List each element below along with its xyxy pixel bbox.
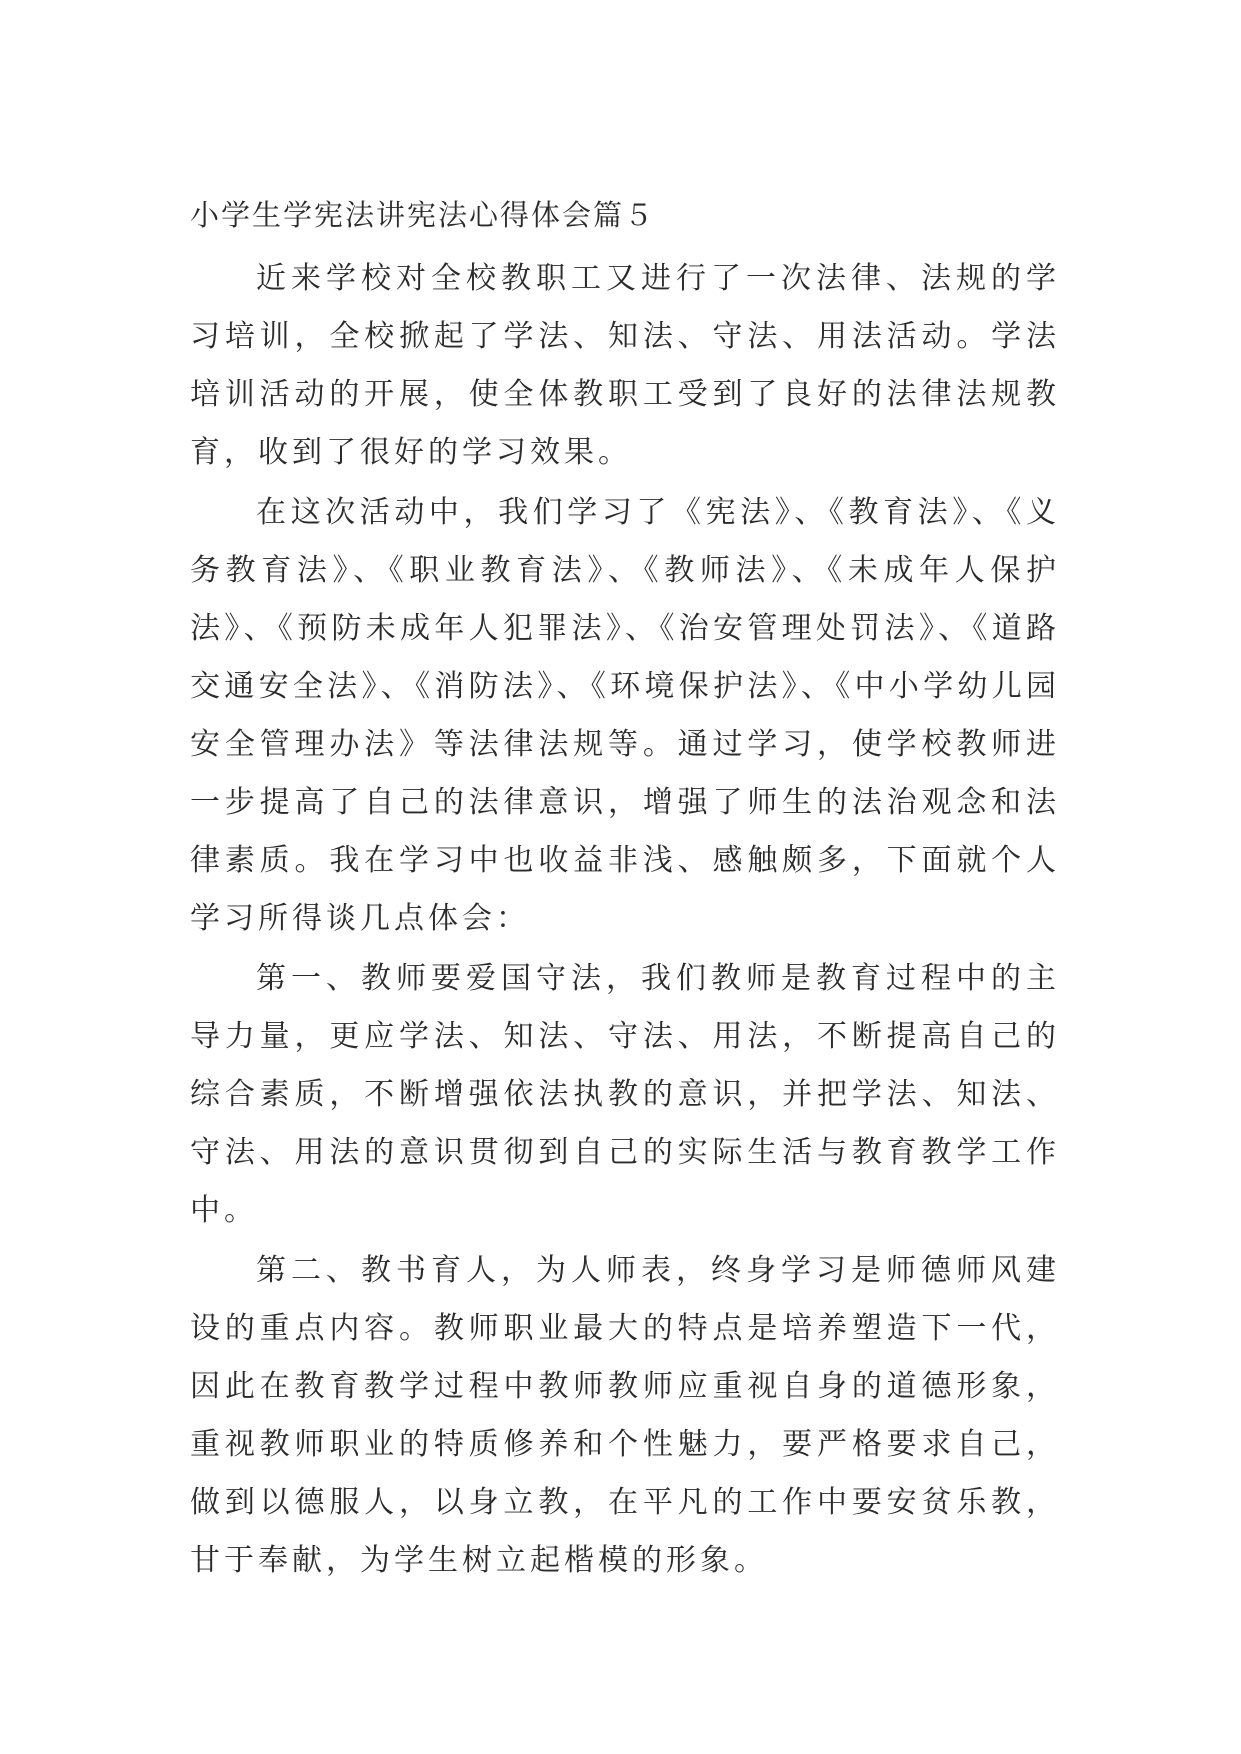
paragraph-point-two: 第二、教书育人，为人师表，终身学习是师德师风建设的重点内容。教师职业最大的特点是培养塑造下一代，因此在教育教学过程中教师教师应重视自身的道德形象，重视教师职业的特质修养和个性魅力，要严格要求自己，做到以德服人，以身立教，在平凡的工作中要安贫乐教，甘于奉献，为学生树立起楷模的形象。 xyxy=(190,1253,1060,1578)
paragraph-intro: 近来学校对全校教职工又进行了一次法律、法规的学习培训，全校掀起了学法、知法、守法、用法活动。学法培训活动的开展，使全体教职工受到了良好的法律法规教育，收到了很好的学习效果。 xyxy=(190,261,1060,470)
document-page xyxy=(190,190,1060,1590)
document-title: 小学生学宪法讲宪法心得体会篇５ xyxy=(190,198,656,232)
paragraph-laws-studied: 在这次活动中，我们学习了《宪法》、《教育法》、《义务教育法》、《职业教育法》、《教师法》、《未成年人保护法》、《预防未成年人犯罪法》、《治安管理处罚法》、《道路交通安全法》、《消防法》、《环境保护法》、《中小学幼儿园安全管理办法》等法律法规等。通过学习，使学校教师进一步提高了自己的法律意识，增强了师生的法治观念和法律素质。我在学习中也收益非浅、感触颇多，下面就个人学习所得谈几点体会： xyxy=(190,495,1060,936)
paragraph-point-one: 第一、教师要爱国守法，我们教师是教育过程中的主导力量，更应学法、知法、守法、用法，不断提高自己的综合素质，不断增强依法执教的意识，并把学法、知法、守法、用法的意识贯彻到自己的实际生活与教育教学工作中。 xyxy=(190,961,1060,1228)
